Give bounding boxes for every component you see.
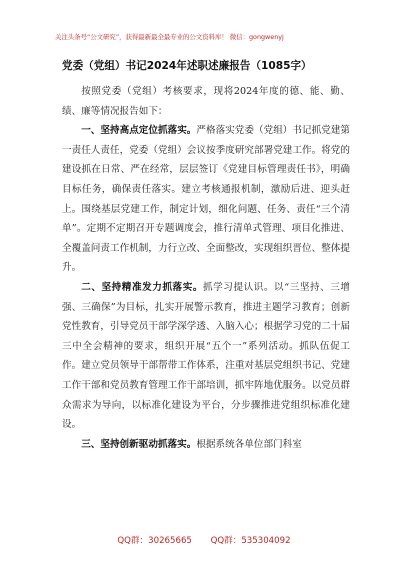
section-heading: 一、坚持高点定位抓落实。 (81, 125, 197, 137)
intro-paragraph: 按照党委（党组）考核要求，现将2024年度的德、能、勤、绩、廉等情况报告如下： (62, 86, 350, 117)
section-text: 抓学习提认识。以“三坚持、三增强、三确保”为目标，扎实开展警示教育，推进主题学习教育；创新党性教育，引导党员干部学深学透、入脑入心；根据学习党的二十届三中全会精神的要求，组织开展“五个一”系列活动。抓队伍促工作。建立党员领导干部帮带工作体系，注重对基层党组织书记、党建工作干部和党员教育管理工作干部培训，抓牢阵地优服务。以党员群众需求为导向，以标准化建设为平台，分步骤推进党组织标准化建设。 (62, 281, 351, 431)
section-paragraph (62, 278, 350, 435)
section-heading: 二、坚持精准发力抓落实。 (81, 281, 203, 293)
section-text: 严格落实党委（党组）书记抓党建第一责任人责任，党委（党组）会议按季度研究部署党建工作。将党的建设抓在日常、严在经常，层层签订《党建目标管理责任书》，明确目标任务，确保责任落实。建立考核通报机制，激励后进、迎头赶上。围绕基层党建工作，制定计划，细化问题、任务、责任“三个清单”。定期不定期召开专题调度会，推行清单式管理、项目化推进、全覆盖问责工作机制，力行立改、全面整改，实现组织晋位、整体提升。 (62, 125, 351, 274)
promo-banner: 关注头条号“公文研究”，获得最新最全最专业的公文资料库！ 微信：gongwenyj (55, 33, 284, 41)
document-body (62, 82, 350, 454)
section-paragraph (62, 121, 350, 278)
qq-group-1: QQ群：30265665 (117, 536, 192, 546)
section-heading: 三、坚持创新驱动抓落实。 (81, 438, 197, 450)
footer-contact (0, 534, 408, 546)
section-text: 根据系统各单位部门科室 (196, 438, 302, 450)
section-paragraph (62, 435, 350, 455)
document-title: 党委（党组）书记2024年述职述廉报告（1085字） (62, 60, 312, 72)
qq-group-2: QQ群：535304092 (210, 536, 291, 546)
